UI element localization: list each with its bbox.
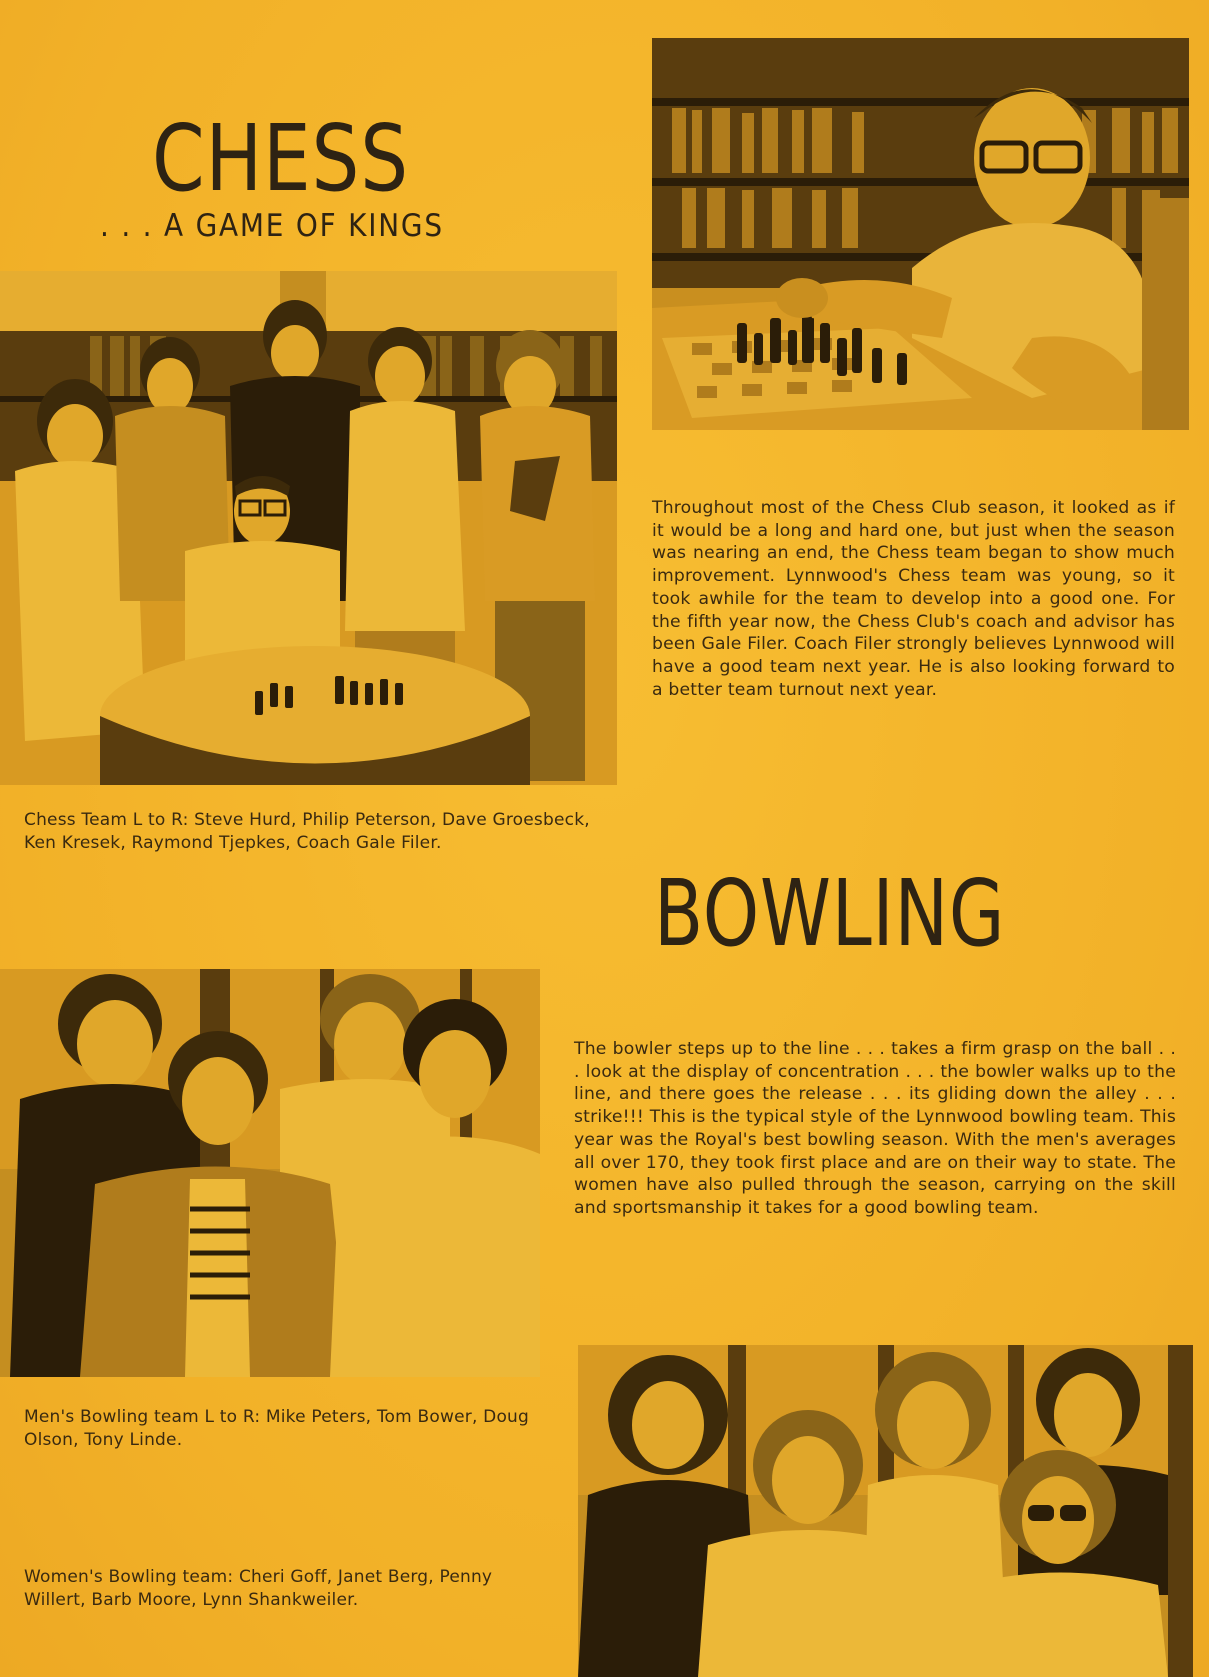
chess-team-photo — [0, 271, 617, 785]
mens-bowling-photo — [0, 969, 540, 1377]
bowling-title: BOWLING — [654, 860, 1006, 967]
bowling-body-text: The bowler steps up to the line . . . takes a firm grasp on the ball . . . look at the display of concentration . . . the bowler walks up to the line, and there goes the release . . . its gliding down the alley . . . strike!!! This is the typical style of the Lynnwood bowling team. This year was the Royal's best bowling season. With the men's averages all over 170, they took first place and are on their way to state. The women have also pulled through the season, carrying on the skill and sportsmanship it takes for a good bowling team. — [574, 1039, 1176, 1218]
chess-team-caption: Chess Team L to R: Steve Hurd, Philip Peterson, Dave Groesbeck, Ken Kresek, Raymond Tjepkes, Coach Gale Filer. — [24, 810, 590, 853]
coach-chess-photo — [652, 38, 1189, 430]
chess-title: CHESS — [152, 105, 409, 212]
chess-subtitle: . . . A GAME OF KINGS — [100, 208, 444, 244]
mens-bowling-caption: Men's Bowling team L to R: Mike Peters, Tom Bower, Doug Olson, Tony Linde. — [24, 1407, 530, 1450]
womens-bowling-caption: Women's Bowling team: Cheri Goff, Janet Berg, Penny Willert, Barb Moore, Lynn Shankweiler. — [24, 1567, 493, 1610]
womens-bowling-photo — [578, 1345, 1193, 1677]
chess-body-text: Throughout most of the Chess Club season, it looked as if it would be a long and hard one, but just when the season was nearing an end, the Chess team began to show much improvement. Lynnwood's Chess team was young, so it took awhile for the team to develop into a good one. For the fifth year now, the Chess Club's coach and advisor has been Gale Filer. Coach Filer strongly believes Lynnwood will have a good team next year. He is also looking forward to a better team turnout next year. — [652, 498, 1175, 700]
